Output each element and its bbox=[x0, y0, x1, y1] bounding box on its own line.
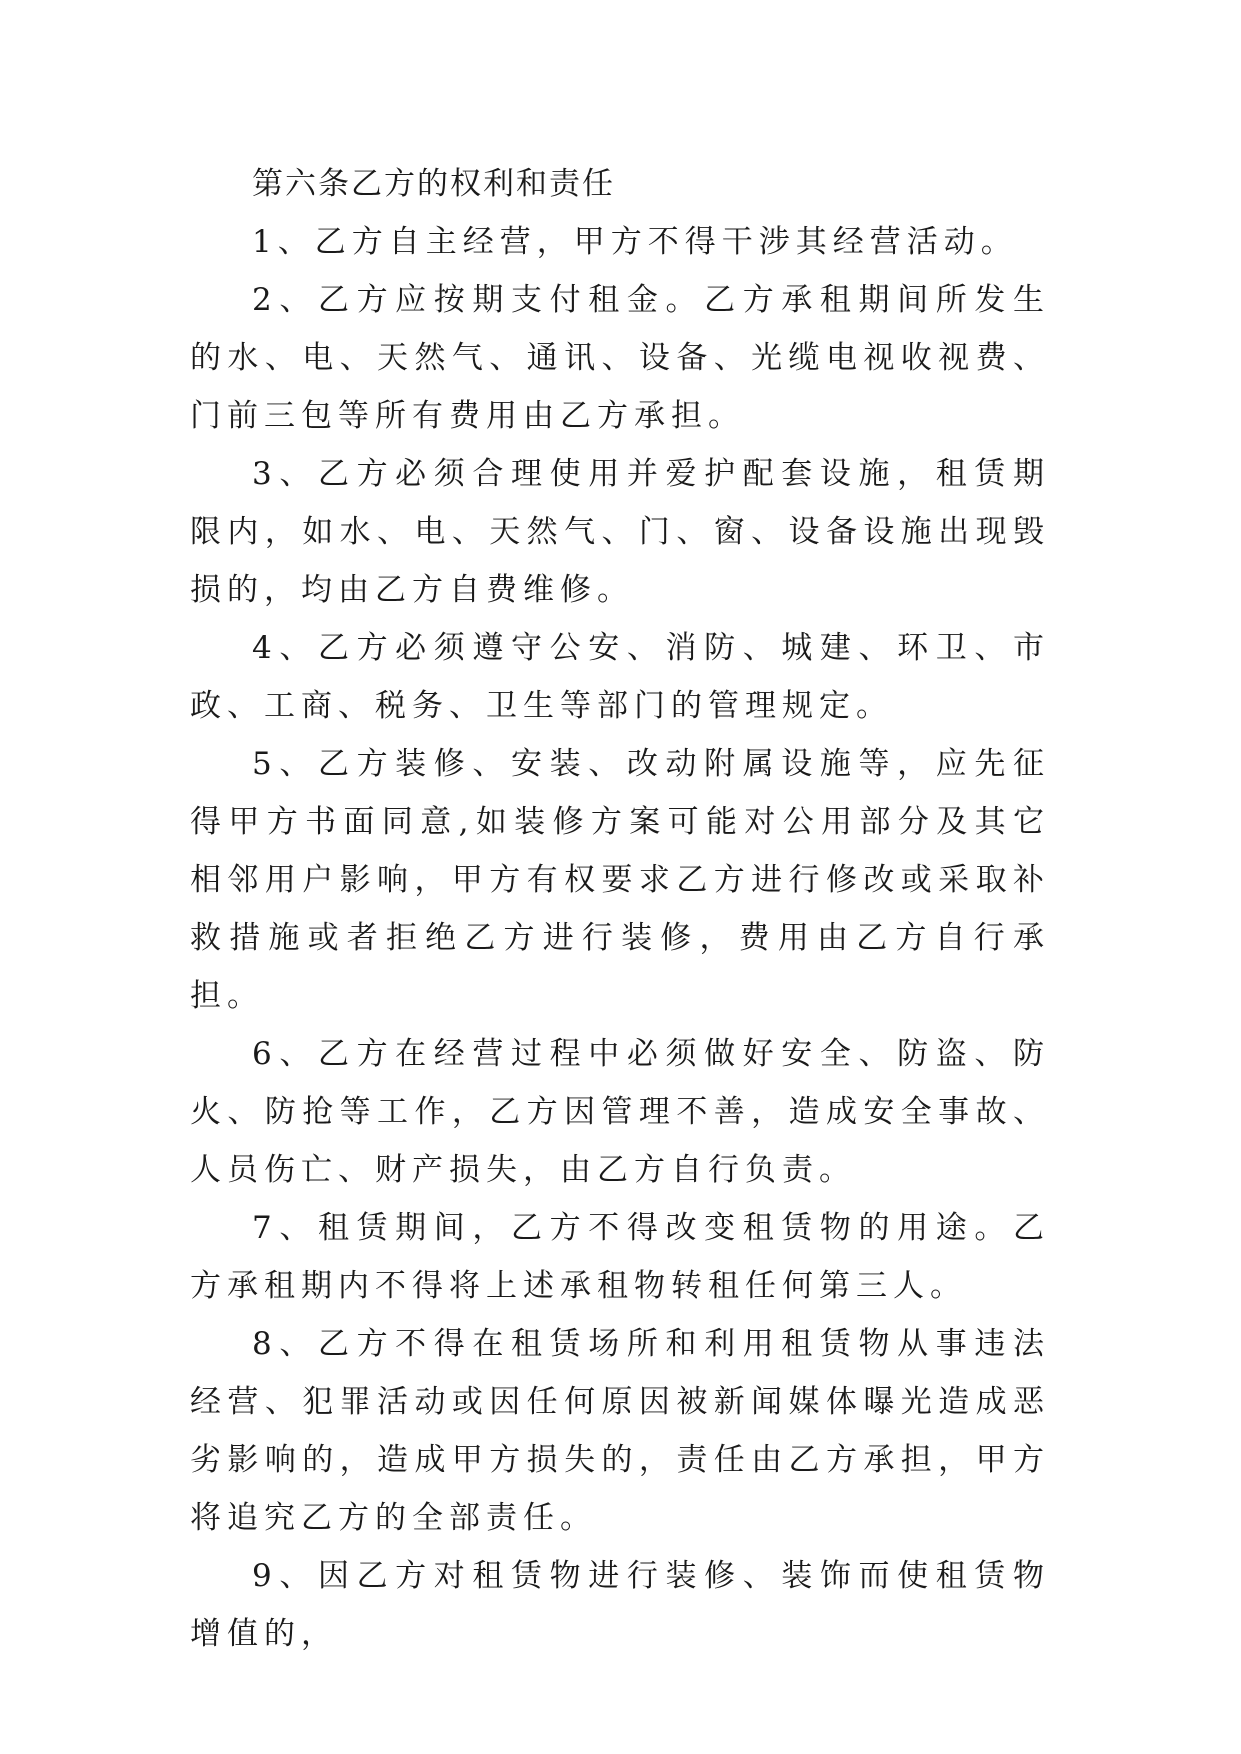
paragraph-1: 1、乙方自主经营，甲方不得干涉其经营活动。 bbox=[252, 224, 1018, 260]
document-body bbox=[190, 155, 1050, 1663]
paragraph-4: 4、乙方必须遵守公安、消防、城建、环卫、市政、工商、税务、卫生等部门的管理规定。 bbox=[190, 630, 1050, 724]
paragraph-6: 6、乙方在经营过程中必须做好安全、防盗、防火、防抢等工作，乙方因管理不善，造成安全事故、人员伤亡、财产损失，由乙方自行负责。 bbox=[190, 1036, 1050, 1188]
article-heading: 第六条乙方的权利和责任 bbox=[252, 166, 615, 202]
paragraph-7: 7、租赁期间，乙方不得改变租赁物的用途。乙方承租期内不得将上述承租物转租任何第三人。 bbox=[190, 1210, 1050, 1304]
paragraph-9: 9、因乙方对租赁物进行装修、装饰而使租赁物增值的， bbox=[190, 1558, 1050, 1652]
paragraph-8: 8、乙方不得在租赁场所和利用租赁物从事违法经营、犯罪活动或因任何原因被新闻媒体曝光造成恶劣影响的，造成甲方损失的，责任由乙方承担，甲方将追究乙方的全部责任。 bbox=[190, 1326, 1050, 1536]
paragraph-3: 3、乙方必须合理使用并爱护配套设施，租赁期限内，如水、电、天然气、门、窗、设备设施出现毁损的，均由乙方自费维修。 bbox=[190, 456, 1050, 608]
paragraph-2: 2、乙方应按期支付租金。乙方承租期间所发生的水、电、天然气、通讯、设备、光缆电视收视费、门前三包等所有费用由乙方承担。 bbox=[190, 282, 1050, 434]
paragraph-5: 5、乙方装修、安装、改动附属设施等，应先征得甲方书面同意,如装修方案可能对公用部分及其它相邻用户影响，甲方有权要求乙方进行修改或采取补救措施或者拒绝乙方进行装修，费用由乙方自行承担。 bbox=[190, 746, 1050, 1014]
